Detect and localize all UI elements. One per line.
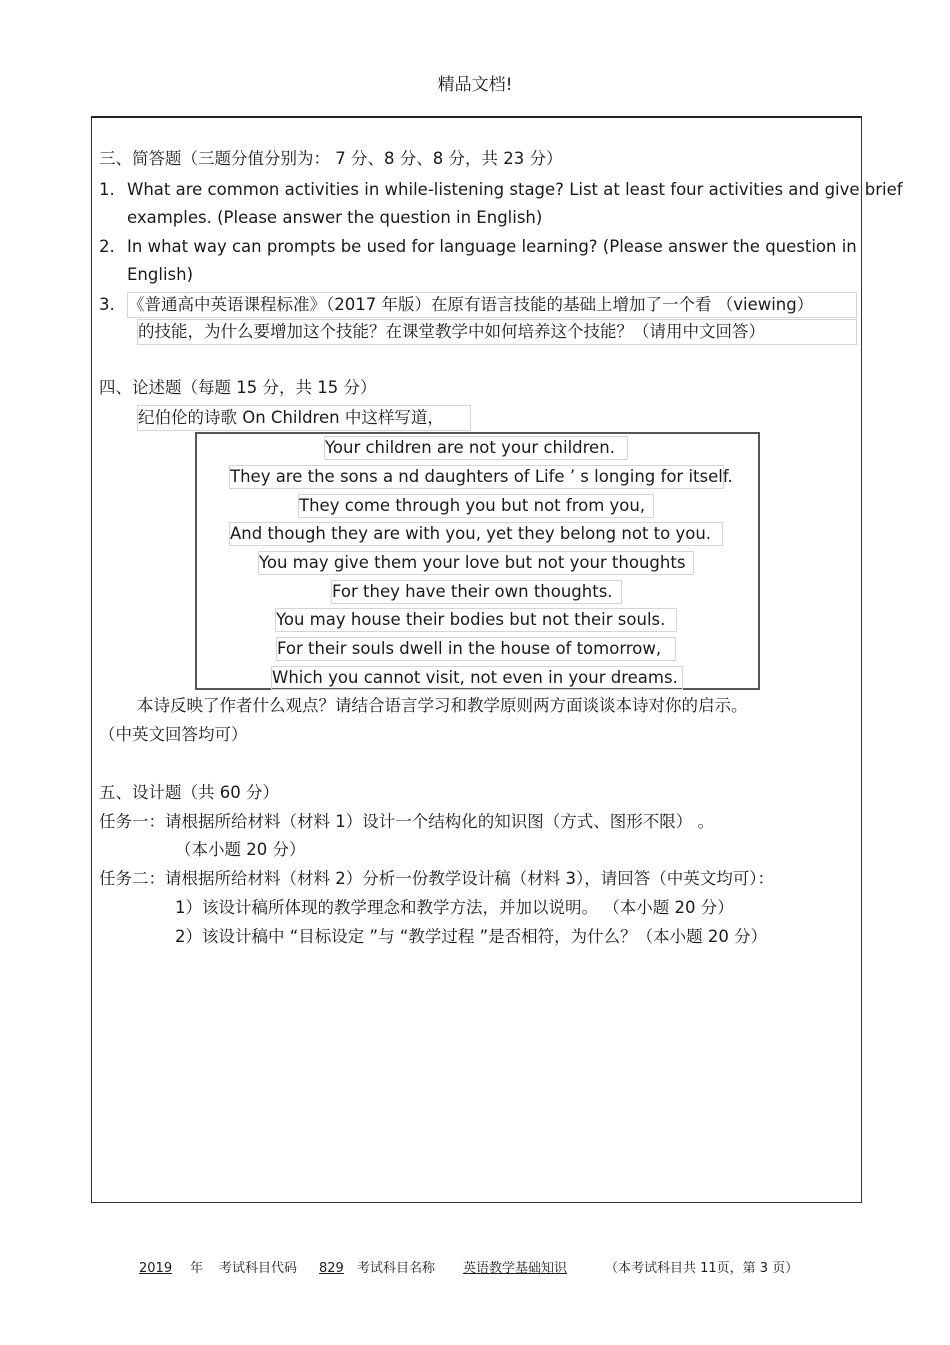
- q1-line2: examples. (Please answer the question in English): [127, 208, 543, 227]
- task2-sub1: 1）该设计稿所体现的教学理念和教学方法，并加以说明。 （本小题 20 分）: [175, 898, 734, 917]
- poem-line-9: Which you cannot visit, not even in your dreams.: [271, 666, 683, 690]
- poem-line-3: They come through you but not from you,: [298, 494, 654, 518]
- poem-line-2: They are the sons a nd daughters of Life ’ s longing for itself.: [229, 465, 724, 489]
- footer-subject-name: 英语教学基础知识: [463, 1261, 568, 1276]
- q1-line1: What are common activities in while-listening stage? List at least four activities and give brief: [127, 180, 903, 199]
- footer-year: 2019: [139, 1261, 173, 1276]
- footer-page-info: （本考试科目共 11页，第 3 页）: [605, 1261, 799, 1276]
- task1-line1: 任务一：请根据所给材料（材料 1）设计一个结构化的知识图（方式、图形不限） 。: [99, 812, 714, 831]
- poem-line-5: You may give them your love but not your thoughts: [258, 551, 694, 575]
- q3-line1: 《普通高中英语课程标准》（2017 年版）在原有语言技能的基础上增加了一个看 （viewing）: [127, 292, 857, 318]
- poem-line-8: For their souls dwell in the house of tomorrow,: [276, 637, 676, 661]
- section4-question-line1: 本诗反映了作者什么观点？请结合语言学习和教学原则两方面谈谈本诗对你的启示。: [137, 696, 748, 715]
- poem-line-1: Your children are not your children.: [324, 436, 628, 460]
- q2-line2: English): [127, 265, 194, 284]
- poem-line-7: You may house their bodies but not their souls.: [275, 608, 677, 632]
- q1-number: 1.: [99, 180, 115, 199]
- section4-heading: 四、论述题（每题 15 分，共 15 分）: [99, 378, 377, 397]
- footer-year-suffix: 年: [190, 1261, 204, 1276]
- q2-number: 2.: [99, 237, 115, 256]
- task2-line1: 任务二：请根据所给材料（材料 2）分析一份教学设计稿（材料 3），请回答（中英文均可）：: [99, 869, 774, 888]
- task1-line2: （本小题 20 分）: [175, 840, 306, 859]
- q3-number: 3.: [99, 295, 115, 314]
- section5-heading: 五、设计题（共 60 分）: [99, 783, 279, 802]
- poem-intro: 纪伯伦的诗歌 On Children 中这样写道，: [137, 405, 471, 431]
- poem-line-4: And though they are with you, yet they belong not to you.: [229, 522, 723, 546]
- section3-heading: 三、简答题（三题分值分别为： 7 分、8 分、8 分，共 23 分）: [99, 149, 563, 168]
- task2-sub2: 2）该设计稿中 “目标设定 ”与 “教学过程 ”是否相符，为什么？（本小题 20 分）: [175, 927, 768, 946]
- footer-code: 829: [319, 1261, 344, 1276]
- page-header-title: 精品文档!: [437, 75, 513, 95]
- poem-line-6: For they have their own thoughts.: [331, 580, 622, 604]
- q2-line1: In what way can prompts be used for language learning? (Please answer the question in: [127, 237, 857, 256]
- footer-name-label: 考试科目名称: [357, 1261, 436, 1276]
- footer-code-label: 考试科目代码: [219, 1261, 298, 1276]
- section4-question-line2: （中英文回答均可）: [99, 725, 248, 744]
- q3-line2: 的技能，为什么要增加这个技能？在课堂教学中如何培养这个技能？（请用中文回答）: [137, 319, 857, 345]
